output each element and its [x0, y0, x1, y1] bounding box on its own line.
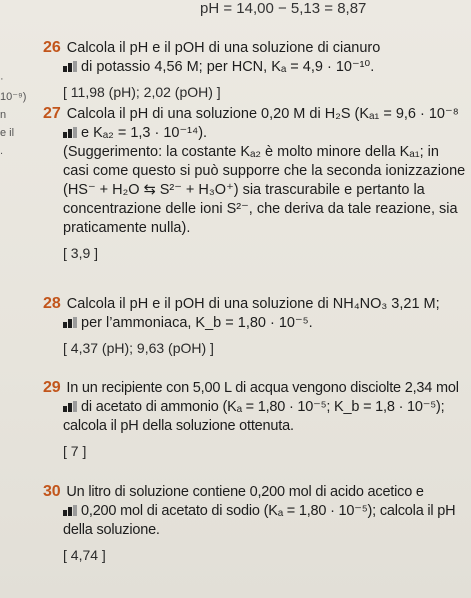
exercise-number: 30	[43, 483, 61, 500]
exercise-answer: [ 7 ]	[63, 443, 87, 459]
exercise-line: casi come questo si può supporre che la seconda ionizzazione	[63, 163, 466, 179]
exercise-line: di potassio 4,56 M; per HCN, Kₐ = 4,9 · 10⁻¹⁰.	[81, 59, 375, 75]
exercise-line: praticamente nulla).	[63, 220, 191, 236]
difficulty-bars-icon	[63, 127, 77, 138]
exercise-answer: [ 3,9 ]	[63, 245, 99, 261]
exercise-number: 29	[43, 379, 61, 396]
exercise-line: e Kₐ₂ = 1,3 · 10⁻¹⁴).	[81, 125, 208, 141]
exercise-number: 26	[43, 39, 61, 56]
exercise-number: 27	[43, 105, 61, 122]
exercise-line: (HS⁻ + H₂O ⇆ S²⁻ + H₃O⁺) sia trascurabile e pertanto la	[63, 182, 425, 198]
exercise-30	[43, 482, 463, 566]
difficulty-bars-icon	[63, 61, 77, 72]
exercise-line: della soluzione.	[63, 522, 160, 538]
exercise-line: concentrazione delle ioni S²⁻, che deriva da tale reazione, sia	[63, 201, 458, 217]
exercise-line: per l’ammoniaca, K_b = 1,80 · 10⁻⁵.	[81, 315, 313, 331]
difficulty-bars-icon	[63, 317, 77, 328]
exercise-27	[43, 104, 466, 264]
exercise-line: Calcola il pH di una soluzione 0,20 M di H₂S (Kₐ₁ = 9,6 · 10⁻⁸	[66, 106, 459, 122]
left-margin-strip	[0, 70, 26, 240]
exercise-line: Un litro di soluzione contiene 0,200 mol di acido acetico e	[66, 484, 424, 500]
difficulty-bars-icon	[63, 505, 77, 516]
difficulty-bars-icon	[63, 401, 77, 412]
exercise-line: (Suggerimento: la costante Kₐ₂ è molto minore della Kₐ₁; in	[63, 144, 439, 160]
exercise-line: calcola il pH della soluzione ottenuta.	[63, 418, 294, 434]
exercise-line: Calcola il pH e il pOH di una soluzione di NH₄NO₃ 3,21 M;	[66, 296, 440, 312]
exercise-29	[43, 378, 463, 462]
exercise-line: Calcola il pH e il pOH di una soluzione di cianuro	[66, 40, 381, 56]
exercise-line: In un recipiente con 5,00 L di acqua vengono disciolte 2,34 mol	[66, 380, 459, 396]
margin-text: n	[0, 109, 7, 121]
margin-text: · 10⁻⁹)	[0, 73, 27, 103]
exercise-answer: [ 4,74 ]	[63, 547, 106, 563]
exercise-answer: [ 11,98 (pH); 2,02 (pOH) ]	[63, 84, 221, 100]
exercise-number: 28	[43, 295, 61, 312]
exercise-28	[43, 294, 463, 359]
margin-text: .	[0, 145, 4, 157]
exercise-26	[43, 38, 463, 103]
exercise-line: di acetato di ammonio (Kₐ = 1,80 · 10⁻⁵; K_b = 1,8 · 10⁻⁵);	[81, 399, 445, 415]
exercise-line: 0,200 mol di acetato di sodio (Kₐ = 1,80 · 10⁻⁵); calcola il pH	[81, 503, 456, 519]
margin-text: e il	[0, 127, 15, 139]
top-formula: pH = 14,00 − 5,13 = 8,87	[200, 0, 367, 17]
exercise-answer: [ 4,37 (pH); 9,63 (pOH) ]	[63, 340, 214, 356]
